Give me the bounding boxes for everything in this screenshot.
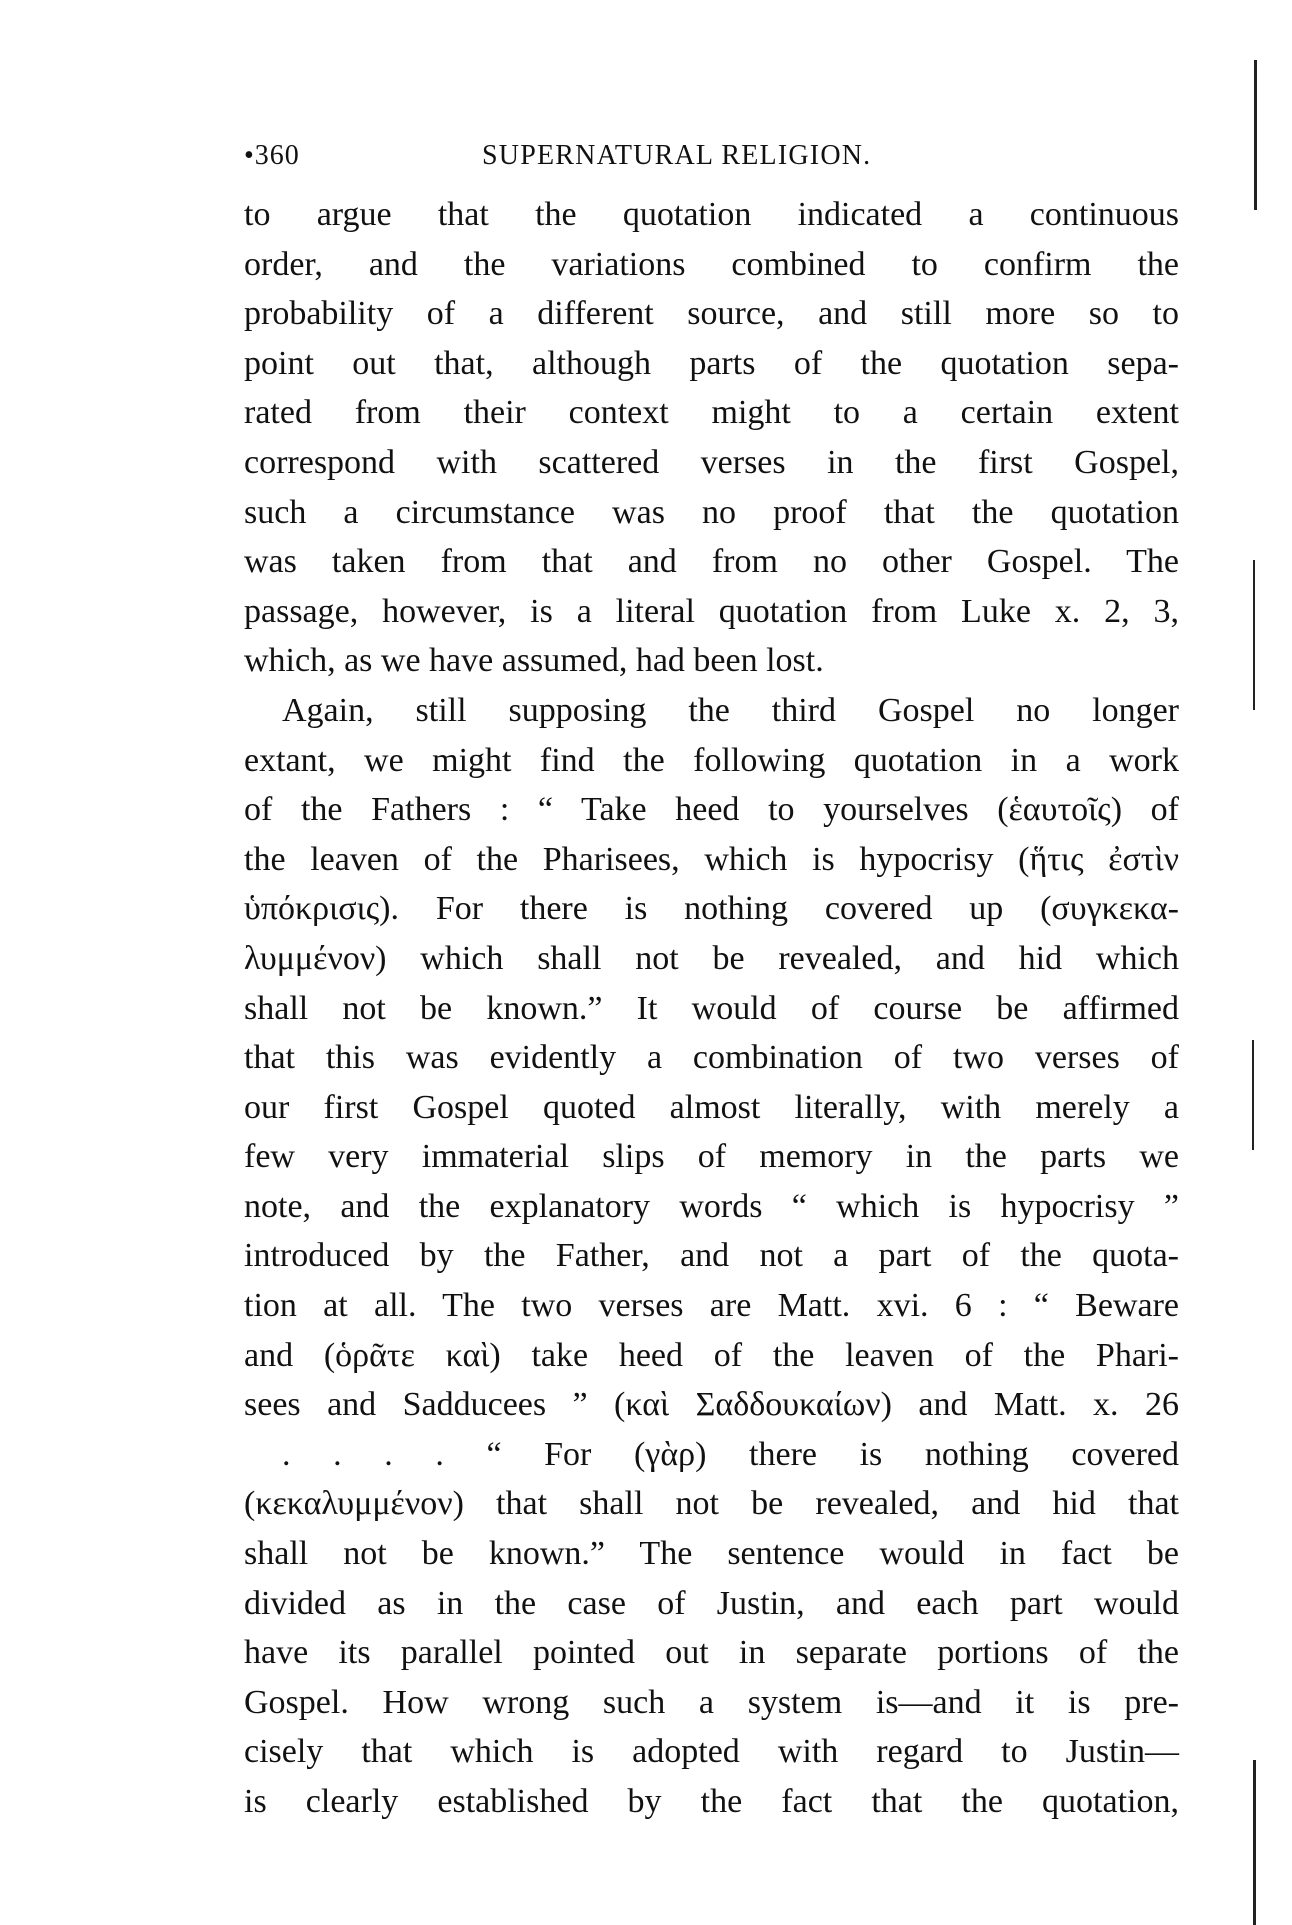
text-line: of the Fathers : “ Take heed to yourselves (ἑαυτοῖς) of bbox=[244, 791, 1179, 829]
text-line: divided as in the case of Justin, and each part would bbox=[244, 1584, 1179, 1622]
text-line: the leaven of the Pharisees, which is hypocrisy (ἥτις ἐστὶν bbox=[244, 840, 1179, 878]
text-line: correspond with scattered verses in the first Gospel, bbox=[244, 443, 1179, 481]
text-line: Again, still supposing the third Gospel no longer bbox=[282, 691, 1179, 729]
text-line: tion at all. The two verses are Matt. xvi. 6 : “ Beware bbox=[244, 1287, 1179, 1325]
scan-edge-line-lower bbox=[1252, 1040, 1254, 1150]
page-header bbox=[244, 135, 1179, 187]
scan-edge-line-bottom bbox=[1253, 1760, 1256, 1925]
text-line: λυμμένον) which shall not be revealed, and hid which bbox=[244, 939, 1179, 977]
text-line: rated from their context might to a certain extent bbox=[244, 394, 1179, 432]
text-line: our first Gospel quoted almost literally, with merely a bbox=[244, 1088, 1179, 1126]
book-page bbox=[244, 135, 1179, 1827]
body-text bbox=[244, 190, 1179, 1827]
scan-edge-line-top bbox=[1254, 60, 1257, 210]
text-line: is clearly established by the fact that the quotation, bbox=[244, 1783, 1179, 1820]
text-line: ὑπόκρισις). For there is nothing covered up (συγκεκα- bbox=[244, 890, 1179, 928]
text-line: . . . . “ For (γὰρ) there is nothing covered bbox=[282, 1435, 1179, 1473]
text-line: which, as we have assumed, had been lost. bbox=[244, 642, 824, 680]
text-line: that this was evidently a combination of two verses of bbox=[244, 1039, 1179, 1077]
text-line: cisely that which is adopted with regard to Justin— bbox=[244, 1733, 1179, 1771]
text-line: point out that, although parts of the quotation sepa- bbox=[244, 344, 1179, 382]
text-line: shall not be known.” The sentence would in fact be bbox=[244, 1535, 1179, 1573]
text-line: few very immaterial slips of memory in the parts we bbox=[244, 1138, 1179, 1176]
scan-edge-line-middle bbox=[1253, 560, 1255, 710]
text-line: and (ὁρᾶτε καὶ) take heed of the leaven of the Phari- bbox=[244, 1336, 1179, 1374]
text-line: Gospel. How wrong such a system is—and it is pre- bbox=[244, 1683, 1179, 1721]
text-line: such a circumstance was no proof that the quotation bbox=[244, 493, 1179, 531]
text-line: sees and Sadducees ” (καὶ Σαδδουκαίων) and Matt. x. 26 bbox=[244, 1386, 1179, 1424]
text-line: probability of a different source, and still more so to bbox=[244, 295, 1179, 333]
text-line: (κεκαλυμμένον) that shall not be revealed, and hid that bbox=[244, 1485, 1179, 1523]
paragraph-1 bbox=[244, 190, 1179, 686]
text-line: have its parallel pointed out in separate portions of the bbox=[244, 1634, 1179, 1672]
text-line: to argue that the quotation indicated a continuous bbox=[244, 196, 1179, 233]
text-line: extant, we might find the following quotation in a work bbox=[244, 741, 1179, 779]
page-number: •360 bbox=[244, 140, 300, 171]
paragraph-2 bbox=[244, 686, 1179, 1827]
running-head: SUPERNATURAL RELIGION. bbox=[482, 140, 872, 171]
text-line: was taken from that and from no other Gospel. The bbox=[244, 543, 1179, 581]
text-line: note, and the explanatory words “ which is hypocrisy ” bbox=[244, 1187, 1179, 1225]
text-line: passage, however, is a literal quotation from Luke x. 2, 3, bbox=[244, 592, 1179, 630]
text-line: shall not be known.” It would of course be affirmed bbox=[244, 989, 1179, 1027]
text-line: introduced by the Father, and not a part of the quota- bbox=[244, 1237, 1179, 1275]
text-line: order, and the variations combined to confirm the bbox=[244, 245, 1179, 283]
